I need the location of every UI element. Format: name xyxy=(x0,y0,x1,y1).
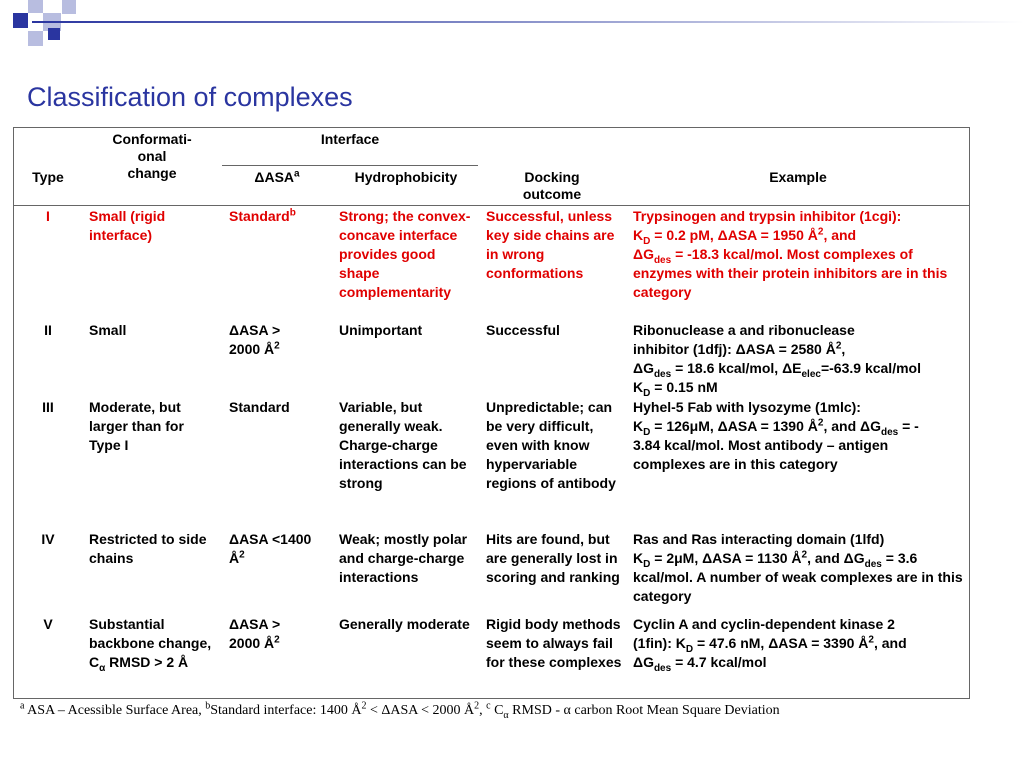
interface-divider xyxy=(222,165,478,166)
row-2-hydrophobicity: Unimportant xyxy=(339,322,423,338)
page-title: Classification of complexes xyxy=(27,82,353,112)
row-3-hydrophobicity: Variable, but generally weak. Charge-charge interactions can be strong xyxy=(339,399,467,491)
row-5-example: Cyclin A and cyclin-dependent kinase 2 (1fin): $K_D = 47.6$ nM, ΔASA = 3390 $Å^2$, and $\Delta G_{des} = 4.7$ kcal/mol xyxy=(633,616,907,674)
row-3-docking-outcome: Unpredictable; can be very difficult, even with know hypervariable regions of antibody xyxy=(486,399,616,491)
header-interface: Interface xyxy=(320,131,380,147)
header-hydrophobicity: Hydrophobicity xyxy=(354,169,458,185)
decor-square-2 xyxy=(28,0,43,13)
row-4-type: IV xyxy=(41,531,55,547)
row-5-docking-outcome: Rigid body methods seem to always fail for these complexes xyxy=(486,616,622,670)
row-5-hydrophobicity: Generally moderate xyxy=(339,616,470,632)
row-2-asa: ΔASA > 2000 $Å^2$ xyxy=(229,322,281,357)
row-3-example: Hyhel-5 Fab with lysozyme (1mlc): $K_D = 126\mu M$, ΔASA = 1390 $Å^2$, and $\Delta G_{des}$ = - 3.84 kcal/mol. Most antibody – antigen complexes are in this category xyxy=(633,399,919,472)
decor-square-1 xyxy=(13,13,28,28)
row-4-asa: ΔASA <1400 $Å^2$ xyxy=(229,531,312,566)
row-4-example: Ras and Ras interacting domain (1lfd) $K_D = 2\mu M$, ΔASA = 1130 $Å^2$, and $\Delta G_{des} = 3.6$ kcal/mol. A number of weak complexes are in this category xyxy=(633,531,963,604)
row-1-conformational-change: Small (rigid interface) xyxy=(89,208,166,243)
decor-square-4 xyxy=(62,0,76,14)
row-5-type: V xyxy=(43,616,53,632)
header-example: Example xyxy=(769,169,827,185)
header-asa: ΔASA$^a$ xyxy=(254,168,300,185)
table-footnote: $^a$ ASA – Acessible Surface Area, $^b$Standard interface: 1400 $Å^2 < \Delta ASA < 2000$ $Å^2$, $^c$ $C_\alpha$ RMSD - α carbon Root Mean Square Deviation xyxy=(20,700,780,721)
row-1-docking-outcome: Successful, unless key side chains are in wrong conformations xyxy=(486,208,615,281)
row-1-type: I xyxy=(46,208,50,224)
row-4-hydrophobicity: Weak; mostly polar and charge-charge interactions xyxy=(339,531,468,585)
row-1-asa: Standard$^b$ xyxy=(229,207,296,224)
row-3-asa: Standard xyxy=(229,399,290,415)
header-docking-outcome: Docking outcome xyxy=(522,169,582,202)
row-3-conformational-change: Moderate, but larger than for Type I xyxy=(89,399,184,453)
row-4-conformational-change: Restricted to side chains xyxy=(89,531,207,566)
title-rule xyxy=(32,21,1024,23)
row-3-type: III xyxy=(42,399,54,415)
row-2-type: II xyxy=(44,322,52,338)
row-1-example: Trypsinogen and trypsin inhibitor (1cgi): $K_D = 0.2$ pM, ΔASA = 1950 $Å^2$, and $\Delta G_{des} = -18.3$ kcal/mol. Most complexes of enzymes with their protein inhibitors are in this category xyxy=(633,208,948,300)
row-2-docking-outcome: Successful xyxy=(486,322,560,338)
decor-square-5 xyxy=(28,31,43,46)
header-divider xyxy=(13,205,970,206)
row-5-asa: ΔASA > 2000 $Å^2$ xyxy=(229,616,281,651)
decor-square-6 xyxy=(48,28,60,40)
row-4-docking-outcome: Hits are found, but are generally lost in scoring and ranking xyxy=(486,531,620,585)
header-type: Type xyxy=(32,169,64,185)
row-2-example: Ribonuclease a and ribonuclease inhibitor (1dfj): ΔASA = 2580 $Å^2$, $\Delta G_{des} = 18.6$ kcal/mol, $\Delta E_{elec}=-63.9$ kcal/mol $K_D = 0.15$ nM xyxy=(633,322,921,399)
header-conformational-change: Conformati- onal change xyxy=(112,131,192,181)
row-5-conformational-change: Substantial backbone change, $C_\alpha$ RMSD > 2 Å xyxy=(89,616,212,674)
row-2-conformational-change: Small xyxy=(89,322,127,338)
row-1-hydrophobicity: Strong; the convex-concave interface provides good shape complementarity xyxy=(339,208,471,300)
